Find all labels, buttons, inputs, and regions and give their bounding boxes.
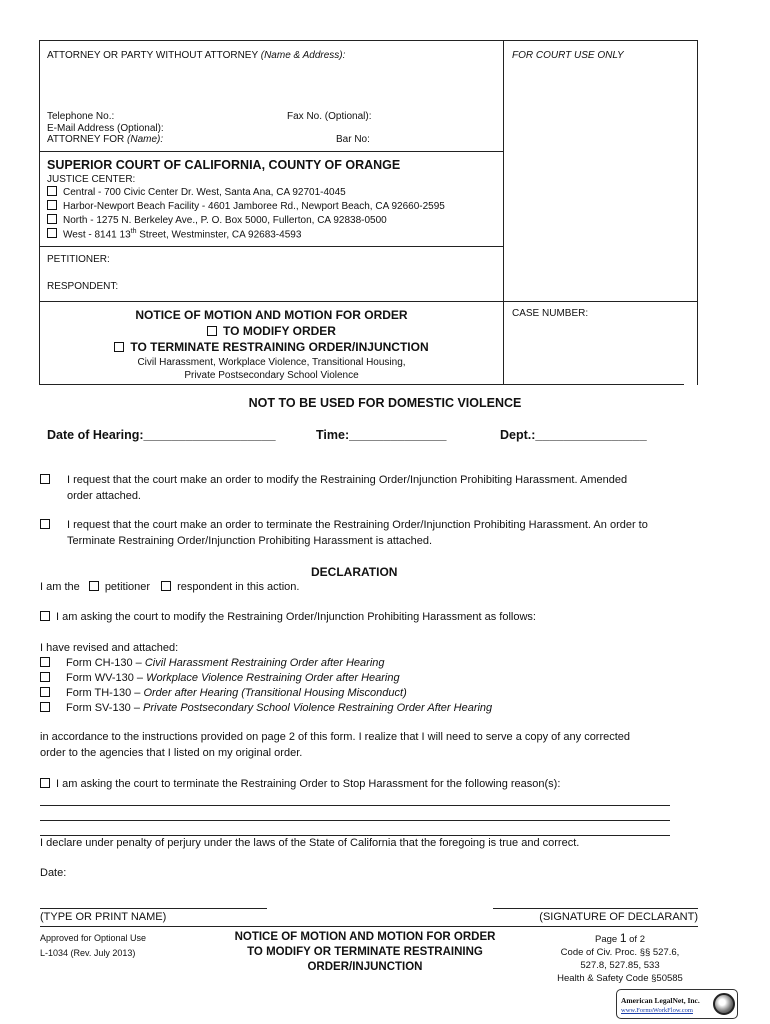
signature-line[interactable] <box>493 908 698 909</box>
case-number-label: CASE NUMBER: <box>512 308 589 319</box>
petitioner-checkbox[interactable] <box>89 581 99 591</box>
form-subtitle-1: Civil Harassment, Workplace Violence, Transitional Housing, <box>137 357 406 368</box>
code-line2: 527.8, 527.85, 533 <box>580 960 660 971</box>
justice-center-label: JUSTICE CENTER: <box>47 174 136 185</box>
signature-label: (SIGNATURE OF DECLARANT) <box>539 911 698 923</box>
reason-line-1[interactable] <box>40 805 670 806</box>
center-central-checkbox[interactable] <box>47 186 57 196</box>
legalnet-logo <box>616 989 738 1019</box>
footer-rule <box>40 926 698 927</box>
center-west[interactable]: West - 8141 13th Street, Westminster, CA 92683-4593 <box>47 228 301 240</box>
respondent-checkbox[interactable] <box>161 581 171 591</box>
time-field[interactable]: Time:______________ <box>316 428 447 442</box>
terminate-request-line1: I request that the court make an order to terminate the Restraining Order/Injunction Prohibiting Harassment. An order to <box>67 519 648 531</box>
reason-line-2[interactable] <box>40 820 670 821</box>
respondent-option-label: respondent in this action. <box>177 581 300 593</box>
footer-title-line2: TO MODIFY OR TERMINATE RESTRAINING <box>247 946 483 958</box>
petitioner-option-label: petitioner <box>104 581 151 593</box>
form-th-130-option[interactable]: Form TH-130 – Order after Hearing (Transitional Housing Misconduct) <box>40 687 407 699</box>
approved-label: Approved for Optional Use <box>40 933 147 943</box>
form-ch-130-checkbox[interactable] <box>40 657 50 667</box>
bar-no-label: Bar No: <box>336 134 370 145</box>
perjury-statement: I declare under penalty of perjury under the laws of the State of California that the foregoing is true and correct. <box>40 837 580 849</box>
declaration-heading: DECLARATION <box>311 565 398 579</box>
print-name-line[interactable] <box>40 908 267 909</box>
modify-order-checkbox[interactable] <box>207 326 217 336</box>
terminate-request-line2: Terminate Restraining Order/Injunction Prohibiting Harassment is attached. <box>67 535 433 547</box>
asking-modify-checkbox[interactable] <box>40 611 50 621</box>
respondent-label: RESPONDENT: <box>47 281 119 292</box>
modify-request-line2: order attached. <box>67 490 141 502</box>
form-number: L-1034 (Rev. July 2013) <box>40 948 136 958</box>
reason-line-3[interactable] <box>40 835 670 836</box>
header-mid-rule <box>503 40 504 385</box>
header-right-rule <box>697 40 698 385</box>
logo-url: www.FormsWorkFlow.com <box>621 1007 693 1014</box>
center-north[interactable]: North - 1275 N. Berkeley Ave., P. O. Box 5000, Fullerton, CA 92838-0500 <box>47 214 387 226</box>
center-harbor[interactable]: Harbor-Newport Beach Facility - 4601 Jamboree Rd., Newport Beach, CA 92660-2595 <box>47 200 445 212</box>
center-west-checkbox[interactable] <box>47 228 57 238</box>
logo-company: American LegalNet, Inc. <box>621 996 700 1005</box>
court-name: SUPERIOR COURT OF CALIFORNIA, COUNTY OF ORANGE <box>47 158 401 172</box>
code-line3: Health & Safety Code §50585 <box>557 973 683 984</box>
header-rule-3 <box>39 301 697 302</box>
court-use-label: FOR COURT USE ONLY <box>512 50 624 61</box>
attorney-label: ATTORNEY OR PARTY WITHOUT ATTORNEY (Name & Address): <box>47 50 346 61</box>
header-top-rule <box>39 40 697 41</box>
terminate-request-checkbox[interactable] <box>40 519 50 529</box>
footer-title-line3: ORDER/INJUNCTION <box>307 961 423 973</box>
header-rule-2 <box>39 246 504 247</box>
type-name-label: (TYPE OR PRINT NAME) <box>40 911 167 923</box>
telephone-label: Telephone No.: <box>47 111 115 122</box>
asking-modify-option[interactable]: I am asking the court to modify the Restraining Order/Injunction Prohibiting Harassment as follows: <box>40 611 536 623</box>
page-indicator: Page 1 of 2 <box>594 931 645 945</box>
i-am-the-line: I am the petitioner respondent in this action. <box>40 581 300 593</box>
footer-title-line1: NOTICE OF MOTION AND MOTION FOR ORDER <box>234 931 496 943</box>
domestic-violence-notice: NOT TO BE USED FOR DOMESTIC VIOLENCE <box>248 396 522 410</box>
revised-label: I have revised and attached: <box>40 642 179 654</box>
accordance-line2: order to the agencies that I listed on my original order. <box>40 747 303 759</box>
header-rule-1 <box>39 151 504 152</box>
petitioner-label: PETITIONER: <box>47 254 110 265</box>
footer-right <box>540 932 700 985</box>
center-central[interactable]: Central - 700 Civic Center Dr. West, Santa Ana, CA 92701-4045 <box>47 186 346 198</box>
form-th-130-checkbox[interactable] <box>40 687 50 697</box>
logo-emblem-icon <box>713 993 735 1015</box>
form-ch-130-option[interactable]: Form CH-130 – Civil Harassment Restraining Order after Hearing <box>40 657 385 669</box>
attorney-for-label: ATTORNEY FOR (Name): <box>47 134 164 145</box>
form-title-box <box>40 308 503 381</box>
form-title-line1: NOTICE OF MOTION AND MOTION FOR ORDER <box>135 308 408 322</box>
email-label: E-Mail Address (Optional): <box>47 123 164 134</box>
date-label: Date: <box>40 867 67 879</box>
terminate-order-option[interactable]: TO TERMINATE RESTRAINING ORDER/INJUNCTION <box>40 340 503 354</box>
form-wv-130-checkbox[interactable] <box>40 672 50 682</box>
asking-terminate-option[interactable]: I am asking the court to terminate the Restraining Order to Stop Harassment for the following reason(s): <box>40 778 560 790</box>
code-line1: Code of Civ. Proc. §§ 527.6, <box>560 947 680 958</box>
footer-title <box>215 930 515 975</box>
modify-request-checkbox[interactable] <box>40 474 50 484</box>
modify-request-line1: I request that the court make an order to modify the Restraining Order/Injunction Prohibiting Harassment. Amended <box>67 474 628 486</box>
dept-field[interactable]: Dept.:________________ <box>500 428 647 442</box>
center-north-checkbox[interactable] <box>47 214 57 224</box>
modify-order-option[interactable]: TO MODIFY ORDER <box>40 324 503 338</box>
center-harbor-checkbox[interactable] <box>47 200 57 210</box>
form-sv-130-checkbox[interactable] <box>40 702 50 712</box>
date-of-hearing-field[interactable]: Date of Hearing:___________________ <box>47 428 276 442</box>
header-bottom-rule <box>39 384 684 385</box>
form-wv-130-option[interactable]: Form WV-130 – Workplace Violence Restraining Order after Hearing <box>40 672 400 684</box>
accordance-line1: in accordance to the instructions provided on page 2 of this form. I realize that I will need to serve a copy of any corrected <box>40 731 631 743</box>
form-subtitle-2: Private Postsecondary School Violence <box>184 370 359 381</box>
terminate-order-checkbox[interactable] <box>114 342 124 352</box>
asking-terminate-checkbox[interactable] <box>40 778 50 788</box>
form-sv-130-option[interactable]: Form SV-130 – Private Postsecondary School Violence Restraining Order After Hearing <box>40 702 492 714</box>
fax-label: Fax No. (Optional): <box>287 111 372 122</box>
